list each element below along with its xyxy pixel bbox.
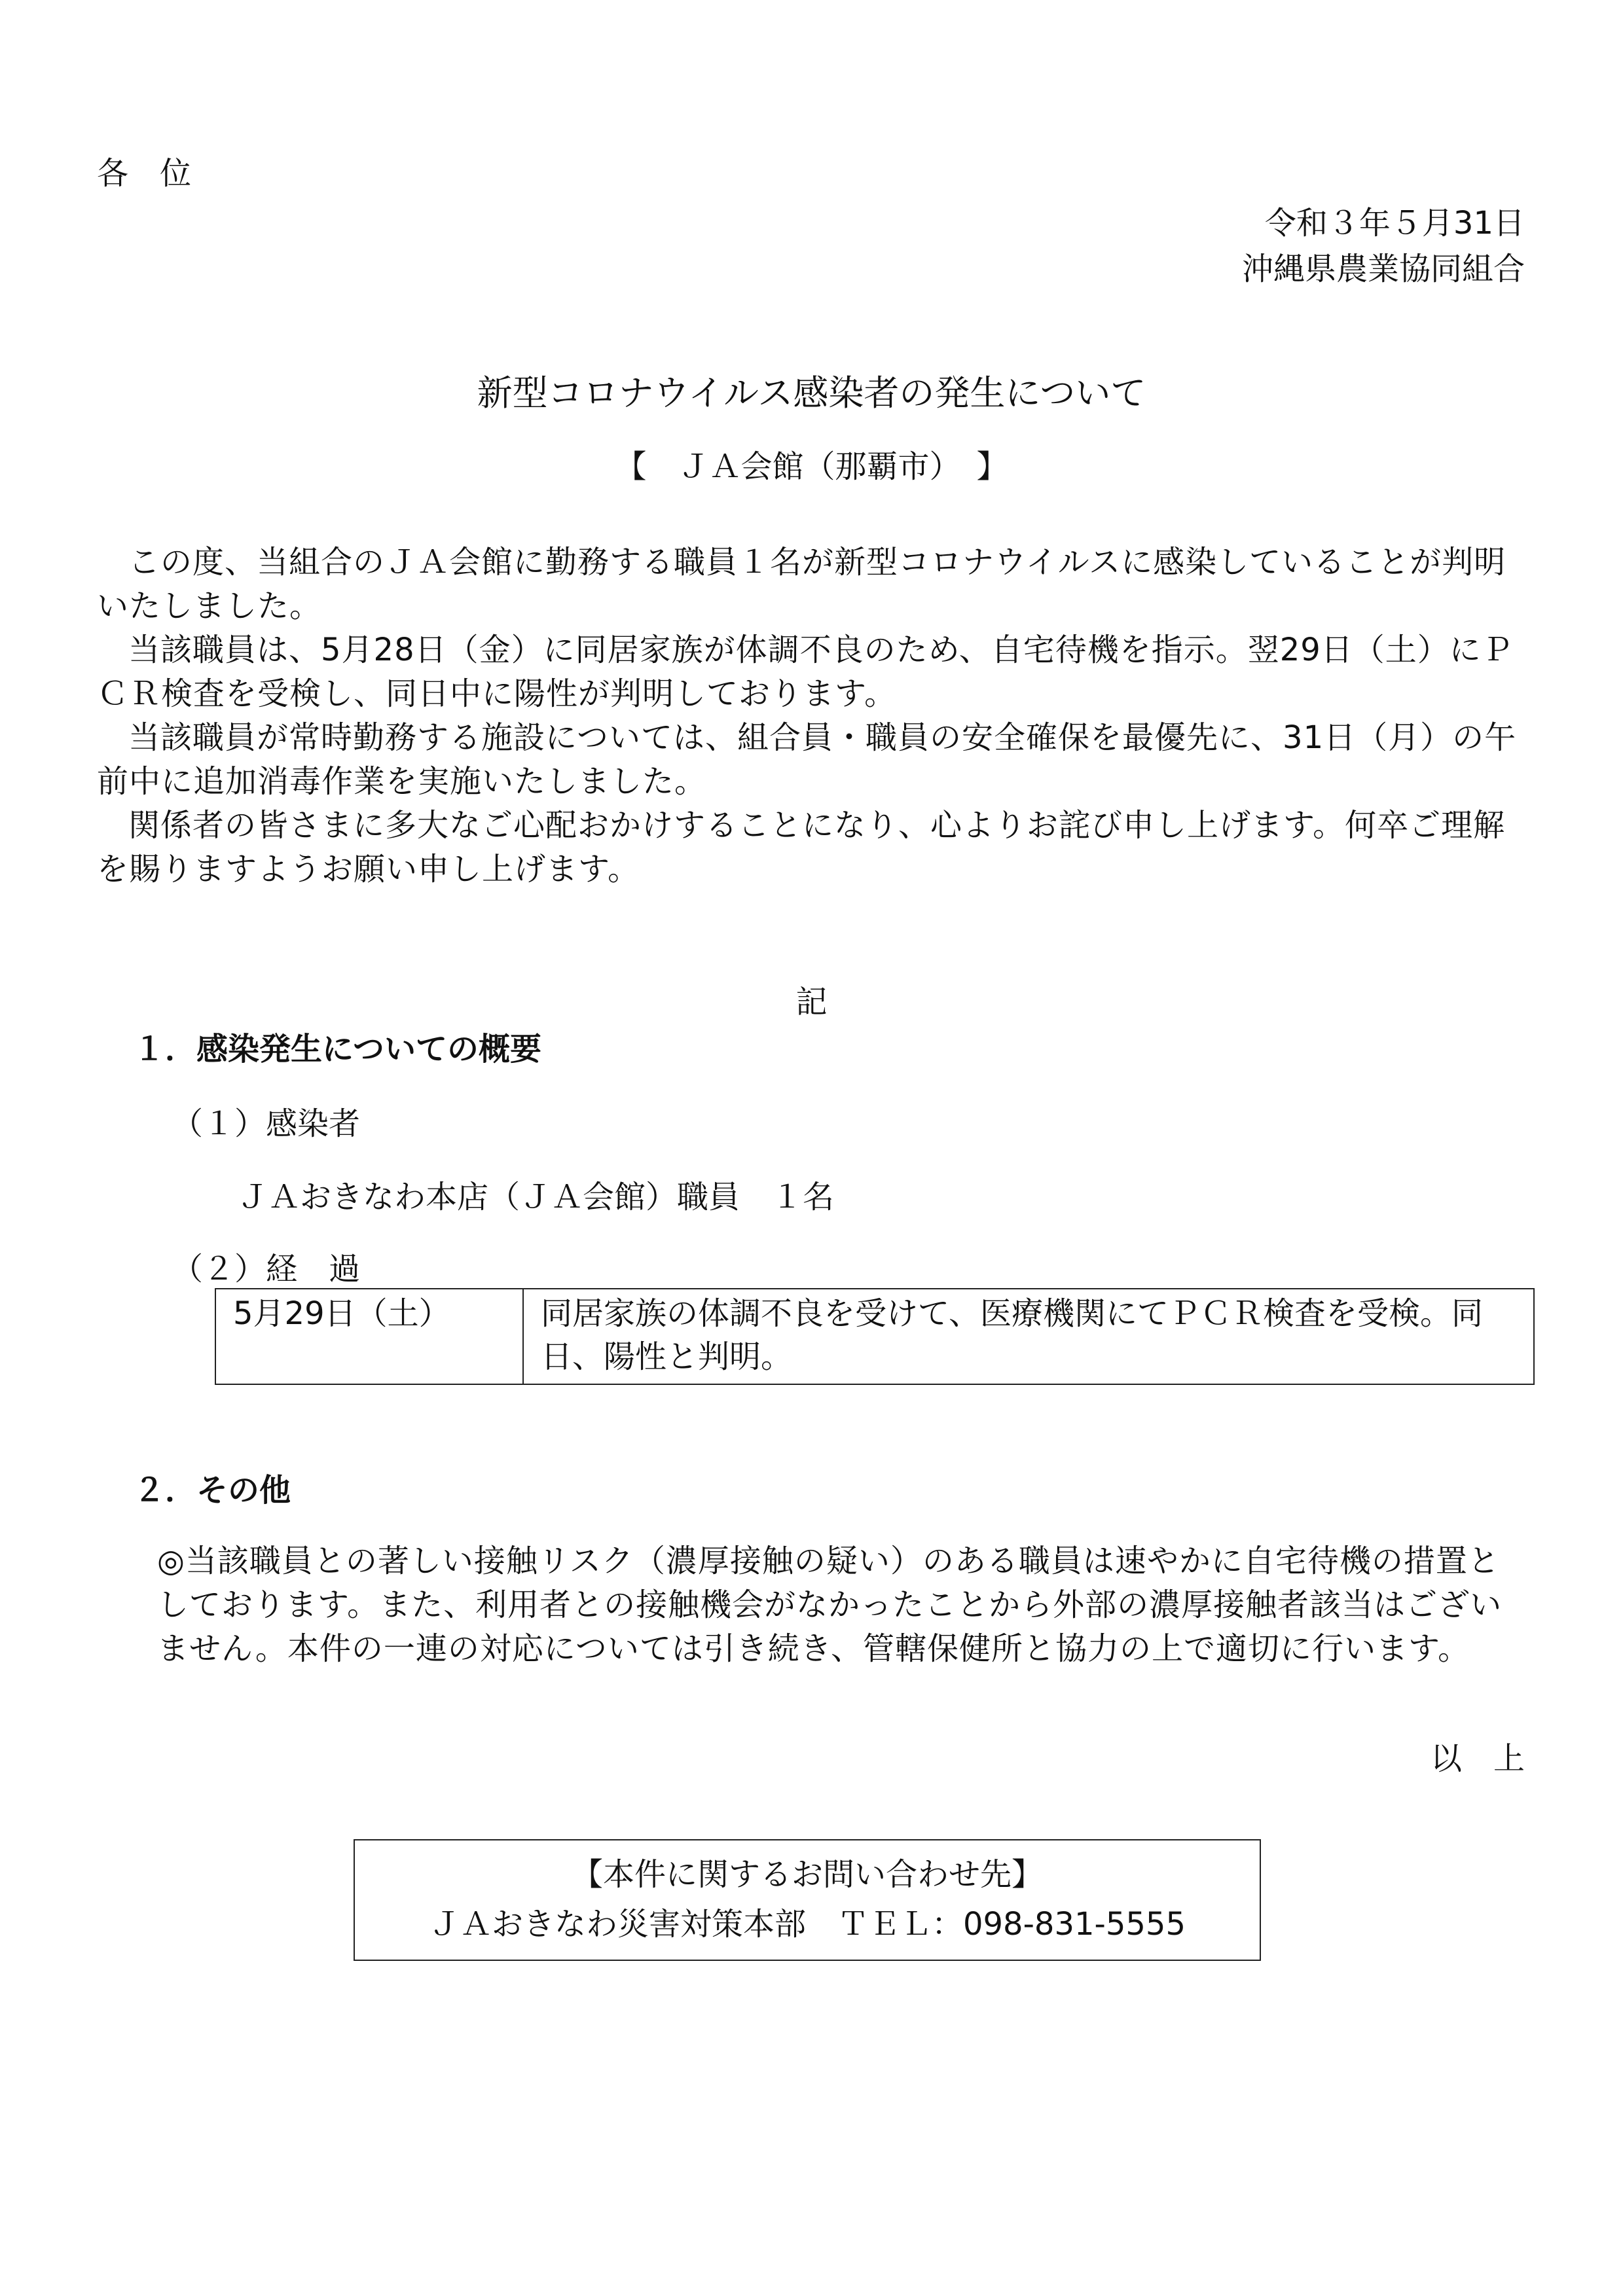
body-paragraph-3: 当該職員が常時勤務する施設については、組合員・職員の安全確保を最優先に、31日（月）の午前中に追加消毒作業を実施いたしました。	[97, 719, 1517, 800]
body-paragraph-2: 当該職員は、5月28日（金）に同居家族が体調不良のため、自宅待機を指示。翌29日（土）にＰＣＲ検査を受検し、同日中に陽性が判明しております。	[97, 632, 1514, 712]
section-1-heading: １．感染発生についての概要	[134, 1031, 542, 1067]
document-title: 新型コロナウイルス感染者の発生について	[477, 372, 1146, 414]
infected-heading: （１）感染者	[172, 1105, 361, 1142]
ki-marker: 記	[795, 984, 828, 1020]
section-2-heading: ２．その他	[134, 1472, 291, 1509]
other-notice: ◎当該職員との著しい接触リスク（濃厚接触の疑い）のある職員は速やかに自宅待機の措置としております。また、利用者との接触機会がなかったことから外部の濃厚接触者該当はございません。本件の一連の対応については引き続き、管轄保健所と協力の上で適切に行います。	[157, 1543, 1503, 1667]
contact-box	[354, 1839, 1261, 1961]
progress-heading: （２）経 過	[172, 1251, 361, 1287]
document-date: 令和３年５月31日	[1264, 205, 1525, 242]
document-subtitle: 【 ＪＡ会館（那覇市） 】	[615, 448, 1008, 485]
progress-table	[215, 1288, 1535, 1385]
sender-organization: 沖縄県農業協同組合	[1241, 251, 1525, 287]
body-paragraph-1: この度、当組合のＪＡ会館に勤務する職員１名が新型コロナウイルスに感染していることが判明いたしました。	[97, 544, 1506, 624]
closing-mark: 以 上	[1430, 1740, 1525, 1777]
contact-line: ＪＡおきなわ災害対策本部 ＴＥＬ：098-831-5555	[428, 1906, 1186, 1943]
timeline-event: 同居家族の体調不良を受けて、医療機関にてＰＣＲ検査を受検。同日、陽性と判明。	[523, 1289, 1534, 1384]
table-row	[215, 1289, 1534, 1384]
timeline-date: 5月29日（土）	[215, 1289, 523, 1384]
contact-heading: 【本件に関するお問い合わせ先】	[571, 1856, 1043, 1893]
addressee: 各 位	[97, 155, 192, 192]
body-paragraph-4: 関係者の皆さまに多大なご心配おかけすることになり、心よりお詫び申し上げます。何卒ご理解を賜りますようお願い申し上げます。	[97, 807, 1506, 888]
infected-detail: ＪＡおきなわ本店（ＪＡ会館）職員 １名	[237, 1179, 835, 1215]
